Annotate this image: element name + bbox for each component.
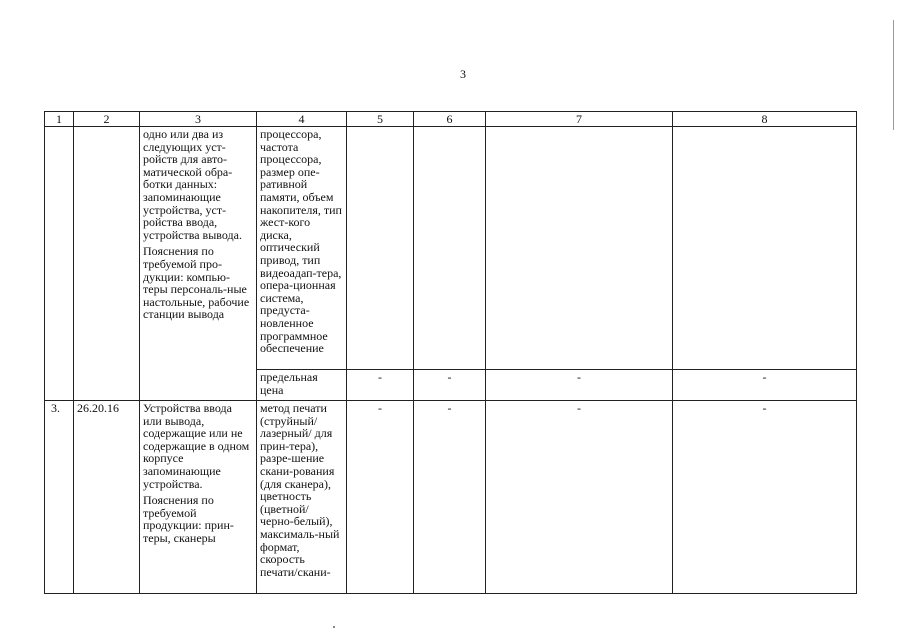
code-cell	[74, 127, 140, 401]
explanation-text: Пояснения по требуемой про-дукции: компью-теры персональ-ные настольные, рабочие станции вывода	[143, 244, 250, 322]
margin-line	[893, 20, 894, 130]
dash-cell: -	[414, 401, 486, 594]
dash-cell: -	[486, 370, 673, 401]
characteristics-cell: процессора, частота процессора, размер опе-ративной памяти, объем накопителя, тип жест-кого диска, оптический привод, тип видеоадап-тера, опера-ционная система, предуста-новленное программное обеспечение	[257, 127, 347, 370]
table-header-row	[45, 112, 857, 127]
table-row	[45, 401, 857, 594]
row-number-cell	[45, 127, 74, 401]
explanation-text: Пояснения по требуемой продукции: прин-теры, сканеры	[143, 493, 234, 545]
description-cell	[140, 127, 257, 401]
header-cell: 1	[45, 112, 74, 127]
header-cell: 4	[257, 112, 347, 127]
dash-cell: -	[347, 370, 414, 401]
header-cell: 2	[74, 112, 140, 127]
characteristic-name-cell: предельная цена	[257, 370, 347, 401]
header-cell: 7	[486, 112, 673, 127]
characteristics-cell: метод печати (струйный/ лазерный/ для прин-тера), разре-шение скани-рования (для сканера), цветность (цветной/ черно-белый), максималь-ный формат, скорость печати/скани-	[257, 401, 347, 594]
description-cell	[140, 401, 257, 594]
row-number-cell: 3.	[45, 401, 74, 594]
table-row	[45, 127, 857, 370]
empty-cell	[347, 127, 414, 370]
specification-table	[44, 111, 857, 594]
dash-cell: -	[347, 401, 414, 594]
description-text: одно или два из следующих уст-ройств для авто-матической обра-ботки данных: запоминающие устройства, уст-ройства ввода, устройства вывода.	[143, 127, 242, 242]
dash-cell: -	[486, 401, 673, 594]
empty-cell	[486, 127, 673, 370]
dash-cell: -	[673, 401, 857, 594]
page-number: 3	[460, 67, 466, 81]
empty-cell	[414, 127, 486, 370]
scan-speck	[333, 626, 335, 628]
empty-cell	[673, 127, 857, 370]
header-cell: 6	[414, 112, 486, 127]
header-cell: 5	[347, 112, 414, 127]
header-cell: 3	[140, 112, 257, 127]
header-cell: 8	[673, 112, 857, 127]
code-cell: 26.20.16	[74, 401, 140, 594]
dash-cell: -	[673, 370, 857, 401]
description-text: Устройства ввода или вывода, содержащие или не содержащие в одном корпусе запоминающие устройства.	[143, 401, 250, 491]
dash-cell: -	[414, 370, 486, 401]
